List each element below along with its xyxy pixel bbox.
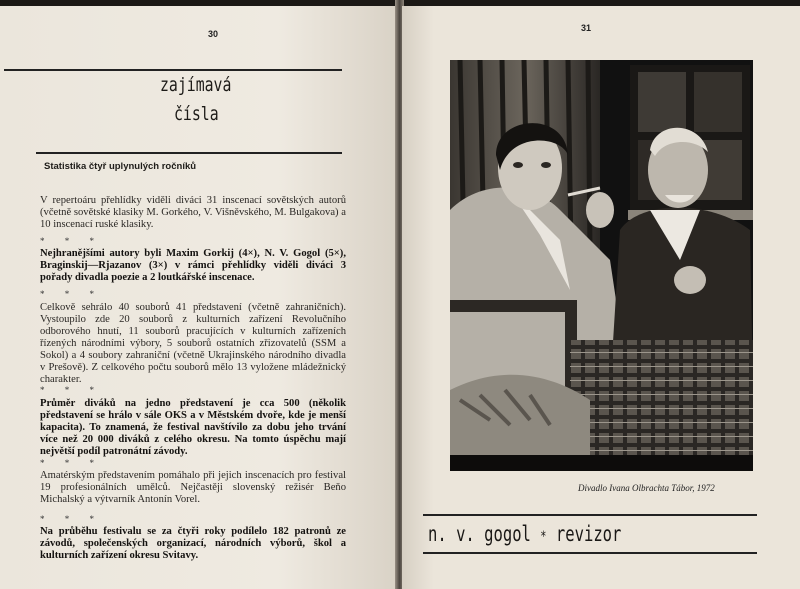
- paragraph-ensembles: Celkově sehrálo 40 souborů 41 představení (včetně zahraničních). Vystoupilo zde 20 souborů z kulturních zařízení Revolučního odborového hnutí, 11 souborů pracujících v kulturních zařízeních řízených národními výbory, 5 souborů ostatních zřizovatelů (SSM a Sokol) a 4 soubory zahraniční (včetně Ukrajinského národního divadla v Prešově). Z celkového počtu souborů mělo 13 vyložene mládežnický charakter.: [40, 302, 346, 385]
- stars-divider-2: * * *: [40, 289, 103, 299]
- play-name: revizor: [555, 522, 622, 546]
- section-rule: [36, 152, 342, 154]
- theatre-photo-image: [450, 60, 753, 471]
- paragraph-authors: Nejhranějšími autory byli Maxim Gorkij (4×), N. V. Gogol (5×), Braginskij—Rjazanov (3×) v rámci přehlídky viděli diváci 3 pořady divadla poezie a 2 loutkářské inscenace.: [40, 248, 346, 283]
- stars-divider-3: * * *: [40, 385, 103, 395]
- title-rule-top: [423, 514, 757, 516]
- right-page: [402, 6, 800, 589]
- title-rule-bottom: [423, 552, 757, 554]
- play-author: n. v. gogol: [428, 522, 531, 546]
- title-line-1: zajímavá: [160, 74, 232, 96]
- page-number-right: 31: [581, 23, 592, 33]
- play-title: [428, 522, 621, 546]
- section-heading: Statistika čtyř uplynulých ročníků: [44, 161, 197, 172]
- stars-divider-4: * * *: [40, 458, 103, 468]
- paragraph-professionals: Amatérským představením pomáhalo při jejich inscenacích pro festival 19 profesionálních umělců. Nejčastěji slovenský režisér Beňo Michalský a výtvarník Antonín Vorel.: [40, 470, 346, 505]
- left-page: [0, 6, 397, 589]
- stars-divider-1: * * *: [40, 236, 103, 246]
- page-number-left: 30: [208, 29, 219, 39]
- title-separator: ∗: [540, 526, 547, 542]
- photo-caption: Divadlo Ivana Olbrachta Tábor, 1972: [578, 483, 715, 493]
- paragraph-repertoire: V repertoáru přehlídky viděli diváci 31 inscenací sovětských autorů (včetně sovětské klasiky M. Gorkého, V. Višněvského, M. Bulgakova) a 10 inscenací ruské klasiky.: [40, 195, 346, 230]
- title-line-2: čísla: [174, 103, 219, 125]
- paragraph-audience: Průměr diváků na jedno představení je cca 500 (několik představení se hrálo v sále OKS a v Městském dvoře, kde je menší kapacita). To znamená, že festival navštívilo za dobu jeho trvání více než 20 000 diváků z celého okresu. Na tomto úspěchu mají největší podíl patronátní závody.: [40, 398, 346, 457]
- stars-divider-5: * * *: [40, 514, 103, 524]
- paragraph-patrons: Na průběhu festivalu se za čtyři roky podílelo 182 patronů ze závodů, společenských organizací, národních výborů, škol a kulturních zařízení okresu Svitavy.: [40, 526, 346, 561]
- header-rule: [4, 69, 342, 71]
- theatre-photo: [450, 60, 753, 471]
